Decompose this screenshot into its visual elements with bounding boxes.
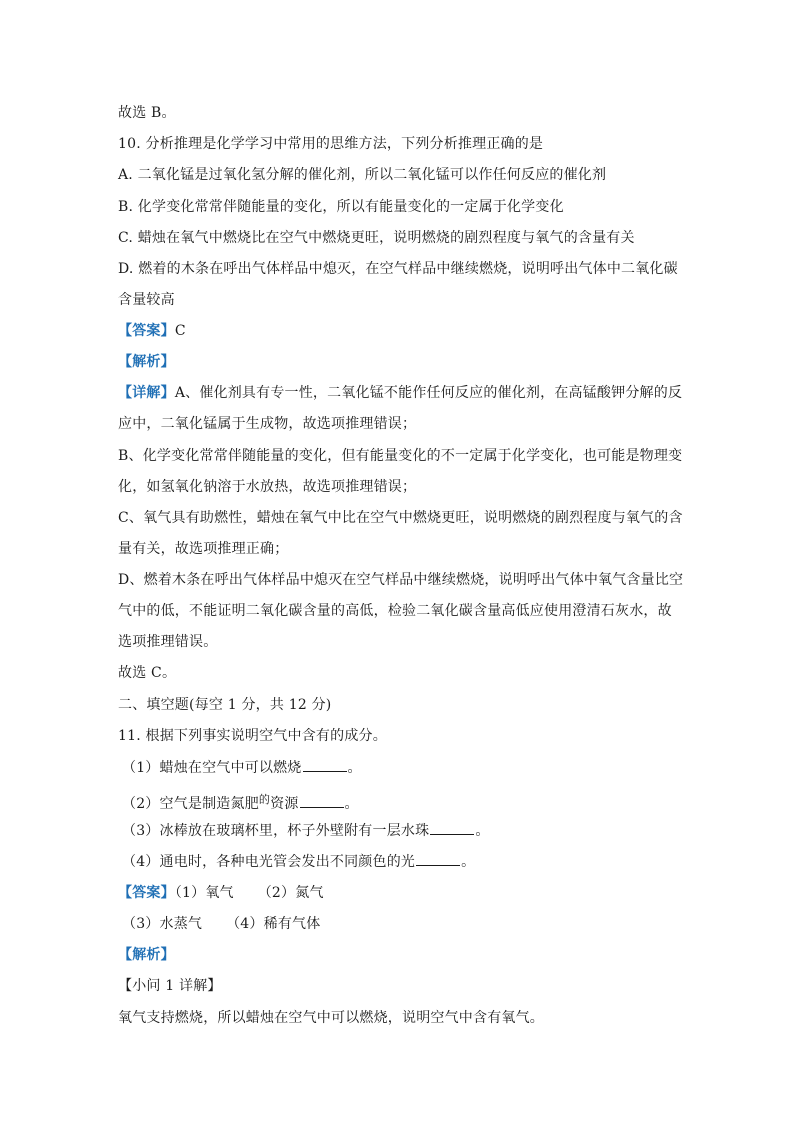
previous-conclusion: 故选 B。 (118, 105, 176, 121)
answer-1: （1）氧气 (174, 885, 234, 901)
answer-label: 【答案】 (118, 885, 175, 901)
question-11-item-1 (122, 758, 362, 778)
question-11-item-2 (122, 790, 359, 814)
question-11-item-4 (122, 852, 475, 872)
item-text: （3）冰棒放在玻璃杯里，杯子外壁附有一层水珠 (122, 823, 430, 839)
section-2-title: 二、填空题(每空 1 分，共 12 分) (118, 697, 332, 713)
detail-line-3: B、化学变化常常伴随能量的变化，但有能量变化的不一定属于化学变化，也可能是物理变 (118, 448, 683, 464)
detail-line-5: C、氧气具有助燃性，蜡烛在氧气中比在空气中燃烧更旺，说明燃烧的剧烈程度与氧气的含 (118, 510, 683, 526)
question-10-option-b: B. 化学变化常常伴随能量的变化，所以有能量变化的一定属于化学变化 (118, 199, 564, 215)
item-suffix: 。 (344, 796, 359, 812)
detail-line-9: 选项推理错误。 (118, 634, 218, 650)
answer-blank[interactable] (303, 758, 347, 772)
answer-4: （4）稀有气体 (226, 916, 321, 932)
detail-line-6: 量有关，故选项推理正确； (118, 541, 289, 557)
detail-line-2: 应中，二氧化锰属于生成物，故选项推理错误； (118, 416, 417, 432)
sub-question-1-text: 氧气支持燃烧，所以蜡烛在空气中可以燃烧，说明空气中含有氧气。 (118, 1010, 544, 1026)
analysis-label: 【解析】 (118, 947, 175, 963)
answer-blank[interactable] (430, 821, 474, 835)
item-suffix: 。 (475, 823, 490, 839)
analysis-label: 【解析】 (118, 354, 175, 370)
detail-line-1 (118, 383, 682, 403)
sub-question-1-label: 【小问 1 详解】 (118, 978, 222, 994)
answer-blank[interactable] (300, 794, 344, 808)
answer-3: （3）水蒸气 (122, 916, 203, 932)
detail-text: A、催化剂具有专一性，二氧化锰不能作任何反应的催化剂，在高锰酸钾分解的反 (174, 385, 683, 401)
answer-value: C (174, 323, 186, 339)
question-11-answer-row-2 (122, 914, 320, 934)
question-11-item-3 (122, 821, 490, 841)
item-text: （1）蜡烛在空气中可以燃烧 (122, 760, 302, 776)
item-suffix: 。 (461, 854, 476, 870)
question-11-analysis-label (118, 945, 175, 965)
answer-blank[interactable] (416, 852, 460, 866)
item-text-2: 资源 (270, 796, 299, 812)
item-suffix: 。 (347, 760, 362, 776)
question-10-stem: 10. 分析推理是化学学习中常用的思维方法，下列分析推理正确的是 (118, 136, 544, 152)
detail-line-4: 化，如氢氧化钠溶于水放热，故选项推理错误； (118, 479, 417, 495)
question-10-option-c: C. 蜡烛在氧气中燃烧比在空气中燃烧更旺，说明燃烧的剧烈程度与氧气的含量有关 (118, 230, 635, 246)
question-11-stem: 11. 根据下列事实说明空气中含有的成分。 (118, 728, 387, 744)
detail-line-7: D、燃着木条在呼出气体样品中熄灭在空气样品中继续燃烧，说明呼出气体中氧气含量比空 (118, 572, 684, 588)
question-10-answer (118, 321, 186, 341)
answer-label: 【答案】 (118, 323, 175, 339)
item-text: （4）通电时，各种电光管会发出不同颜色的光 (122, 854, 416, 870)
question-10-option-a: A. 二氧化锰是过氧化氢分解的催化剂，所以二氧化锰可以作任何反应的催化剂 (118, 167, 607, 183)
detail-line-8: 气中的低，不能证明二氧化碳含量的高低，检验二氧化碳含量高低应使用澄清石灰水，故 (118, 603, 672, 619)
answer-2: （2）氮气 (257, 885, 324, 901)
question-10-option-d: D. 燃着的木条在呼出气体样品中熄灭，在空气样品中继续燃烧，说明呼出气体中二氧化碳 (118, 261, 678, 277)
question-10-analysis-label (118, 352, 175, 372)
question-10-conclusion: 故选 C。 (118, 665, 177, 681)
item-text: （2）空气是制造氮肥 (122, 796, 259, 812)
question-10-option-d-cont: 含量较高 (118, 292, 175, 308)
item-superscript: 的 (258, 793, 271, 806)
question-11-answer-row-1 (118, 883, 324, 903)
detail-label: 【详解】 (118, 385, 175, 401)
